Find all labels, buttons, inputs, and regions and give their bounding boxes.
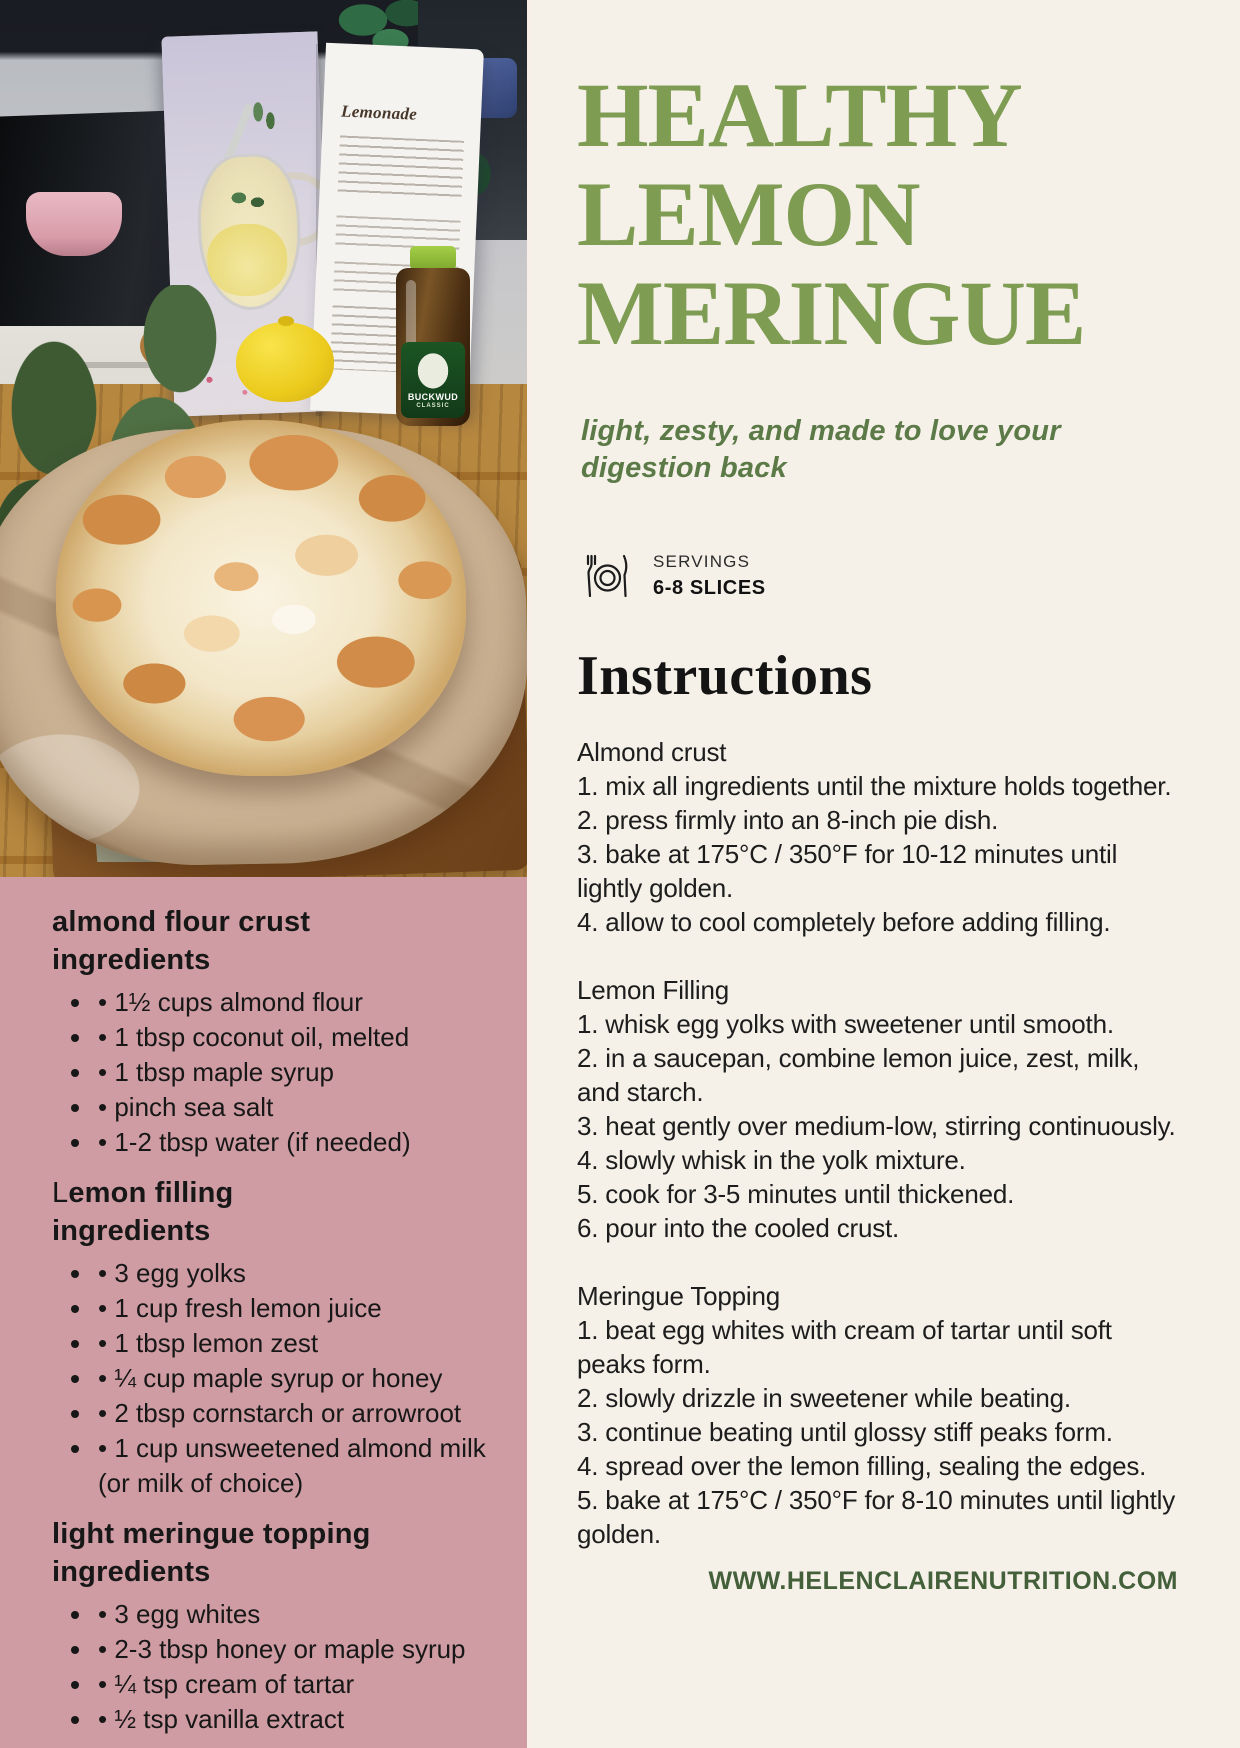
title-prefix: L <box>52 1177 69 1209</box>
instructions-meringue-topping <box>577 1279 1178 1551</box>
ingredient-item: • • 3 egg whites <box>94 1597 501 1632</box>
instruction-step: 2. press firmly into an 8-inch pie dish. <box>577 805 999 835</box>
instruction-step: 1. beat egg whites with cream of tartar until soft peaks form. <box>577 1315 1112 1379</box>
instruction-step: 6. pour into the cooled crust. <box>577 1213 900 1243</box>
bottle-brand-text: BUCKWUD <box>407 392 459 402</box>
instruction-step: 5. cook for 3-5 minutes until thickened. <box>577 1179 1015 1209</box>
ingredient-item: • • ¼ tsp cream of tartar <box>94 1667 501 1702</box>
ingredient-item: • • 1 tbsp maple syrup <box>94 1055 501 1090</box>
servings-info <box>583 551 1178 601</box>
ingredient-item: • • 1 cup unsweetened almond milk (or milk of choice) <box>94 1431 501 1501</box>
ingredients-section-title <box>52 903 501 979</box>
title-line-1: HEALTHY <box>577 64 1022 166</box>
instructions-lemon-filling <box>577 973 1178 1245</box>
cookbook-recipe-title: Lemonade <box>340 101 418 124</box>
ingredients-section-almond-crust <box>52 903 501 1160</box>
website-url: WWW.HELENCLAIRENUTRITION.COM <box>708 1567 1178 1595</box>
title-subtitle: ingredients <box>52 944 211 976</box>
title-line-3: MERINGUE <box>577 262 1086 364</box>
ingredient-item: • • 1-2 tbsp water (if needed) <box>94 1125 501 1160</box>
instruction-step: 1. mix all ingredients until the mixture holds together. <box>577 771 1172 801</box>
ingredient-item: • • 1½ cups almond flour <box>94 985 501 1020</box>
ingredients-list <box>52 1256 501 1501</box>
instruction-step: 5. bake at 175°C / 350°F for 8-10 minutes until lightly golden. <box>577 1485 1176 1549</box>
title-main: almond flour crust <box>52 906 311 938</box>
instruction-section-heading: Meringue Topping <box>577 1281 781 1311</box>
tagline: light, zesty, and made to love your digestion back <box>581 415 1061 484</box>
bottle-cap <box>410 246 456 270</box>
bottle-label <box>401 342 465 418</box>
servings-text <box>653 551 766 601</box>
instruction-step: 4. spread over the lemon filling, sealing the edges. <box>577 1451 1147 1481</box>
instruction-section-heading: Lemon Filling <box>577 975 730 1005</box>
title-subtitle: ingredients <box>52 1556 211 1588</box>
instruction-step: 1. whisk egg yolks with sweetener until smooth. <box>577 1009 1114 1039</box>
ingredient-item: • • 3 egg yolks <box>94 1256 501 1291</box>
ingredients-list <box>52 1597 501 1737</box>
photo-pink-bowl <box>26 192 122 256</box>
instruction-step: 3. continue beating until glossy stiff peaks form. <box>577 1417 1113 1447</box>
instruction-step: 2. in a saucepan, combine lemon juice, zest, milk, and starch. <box>577 1043 1140 1107</box>
cookbook-herb-sprig <box>241 93 283 140</box>
pie-photo <box>0 0 527 877</box>
title-main: light meringue topping <box>52 1518 371 1550</box>
servings-label: SERVINGS <box>653 552 751 571</box>
ingredient-item: • • pinch sea salt <box>94 1090 501 1125</box>
ingredient-item: • • ½ tsp vanilla extract <box>94 1702 501 1737</box>
ingredient-item: • • 1 tbsp lemon zest <box>94 1326 501 1361</box>
ingredient-item: • • 1 cup fresh lemon juice <box>94 1291 501 1326</box>
ingredients-section-lemon-filling <box>52 1174 501 1501</box>
photo-maple-syrup-bottle <box>396 246 470 426</box>
ingredients-list <box>52 985 501 1160</box>
instructions-almond-crust <box>577 735 1178 939</box>
ingredients-section-title <box>52 1174 501 1250</box>
instruction-step: 2. slowly drizzle in sweetener while beating. <box>577 1383 1071 1413</box>
ingredient-item: • • 2 tbsp cornstarch or arrowroot <box>94 1396 501 1431</box>
ingredients-section-title <box>52 1515 501 1591</box>
ingredients-section-meringue-topping <box>52 1515 501 1737</box>
bottle-variant-text: CLASSIC <box>416 403 450 409</box>
instruction-step: 4. allow to cool completely before adding filling. <box>577 907 1111 937</box>
ingredient-item: • • ¼ cup maple syrup or honey <box>94 1361 501 1396</box>
recipe-content <box>531 0 1240 1748</box>
instruction-step: 4. slowly whisk in the yolk mixture. <box>577 1145 966 1175</box>
left-column <box>0 0 527 1748</box>
photo-lemon-meringue-pie <box>56 420 466 776</box>
column-divider <box>527 0 531 1748</box>
title-main: emon filling <box>68 1177 234 1209</box>
page-title <box>577 66 1178 363</box>
instructions-heading: Instructions <box>577 645 873 707</box>
instruction-step: 3. heat gently over medium-low, stirring continuously. <box>577 1111 1176 1141</box>
plate-with-cutlery-icon <box>583 552 631 600</box>
ingredient-item: • • 2-3 tbsp honey or maple syrup <box>94 1632 501 1667</box>
cookbook-text-lines <box>337 135 463 200</box>
ingredient-item: • • 1 tbsp coconut oil, melted <box>94 1020 501 1055</box>
ingredients-panel <box>0 877 527 1748</box>
instruction-section-heading: Almond crust <box>577 737 727 767</box>
title-line-2: LEMON <box>577 163 920 265</box>
instruction-step: 3. bake at 175°C / 350°F for 10-12 minutes until lightly golden. <box>577 839 1118 903</box>
cookbook-mint-leaves <box>225 183 272 219</box>
servings-value: 6-8 SLICES <box>653 577 766 599</box>
title-subtitle: ingredients <box>52 1215 211 1247</box>
